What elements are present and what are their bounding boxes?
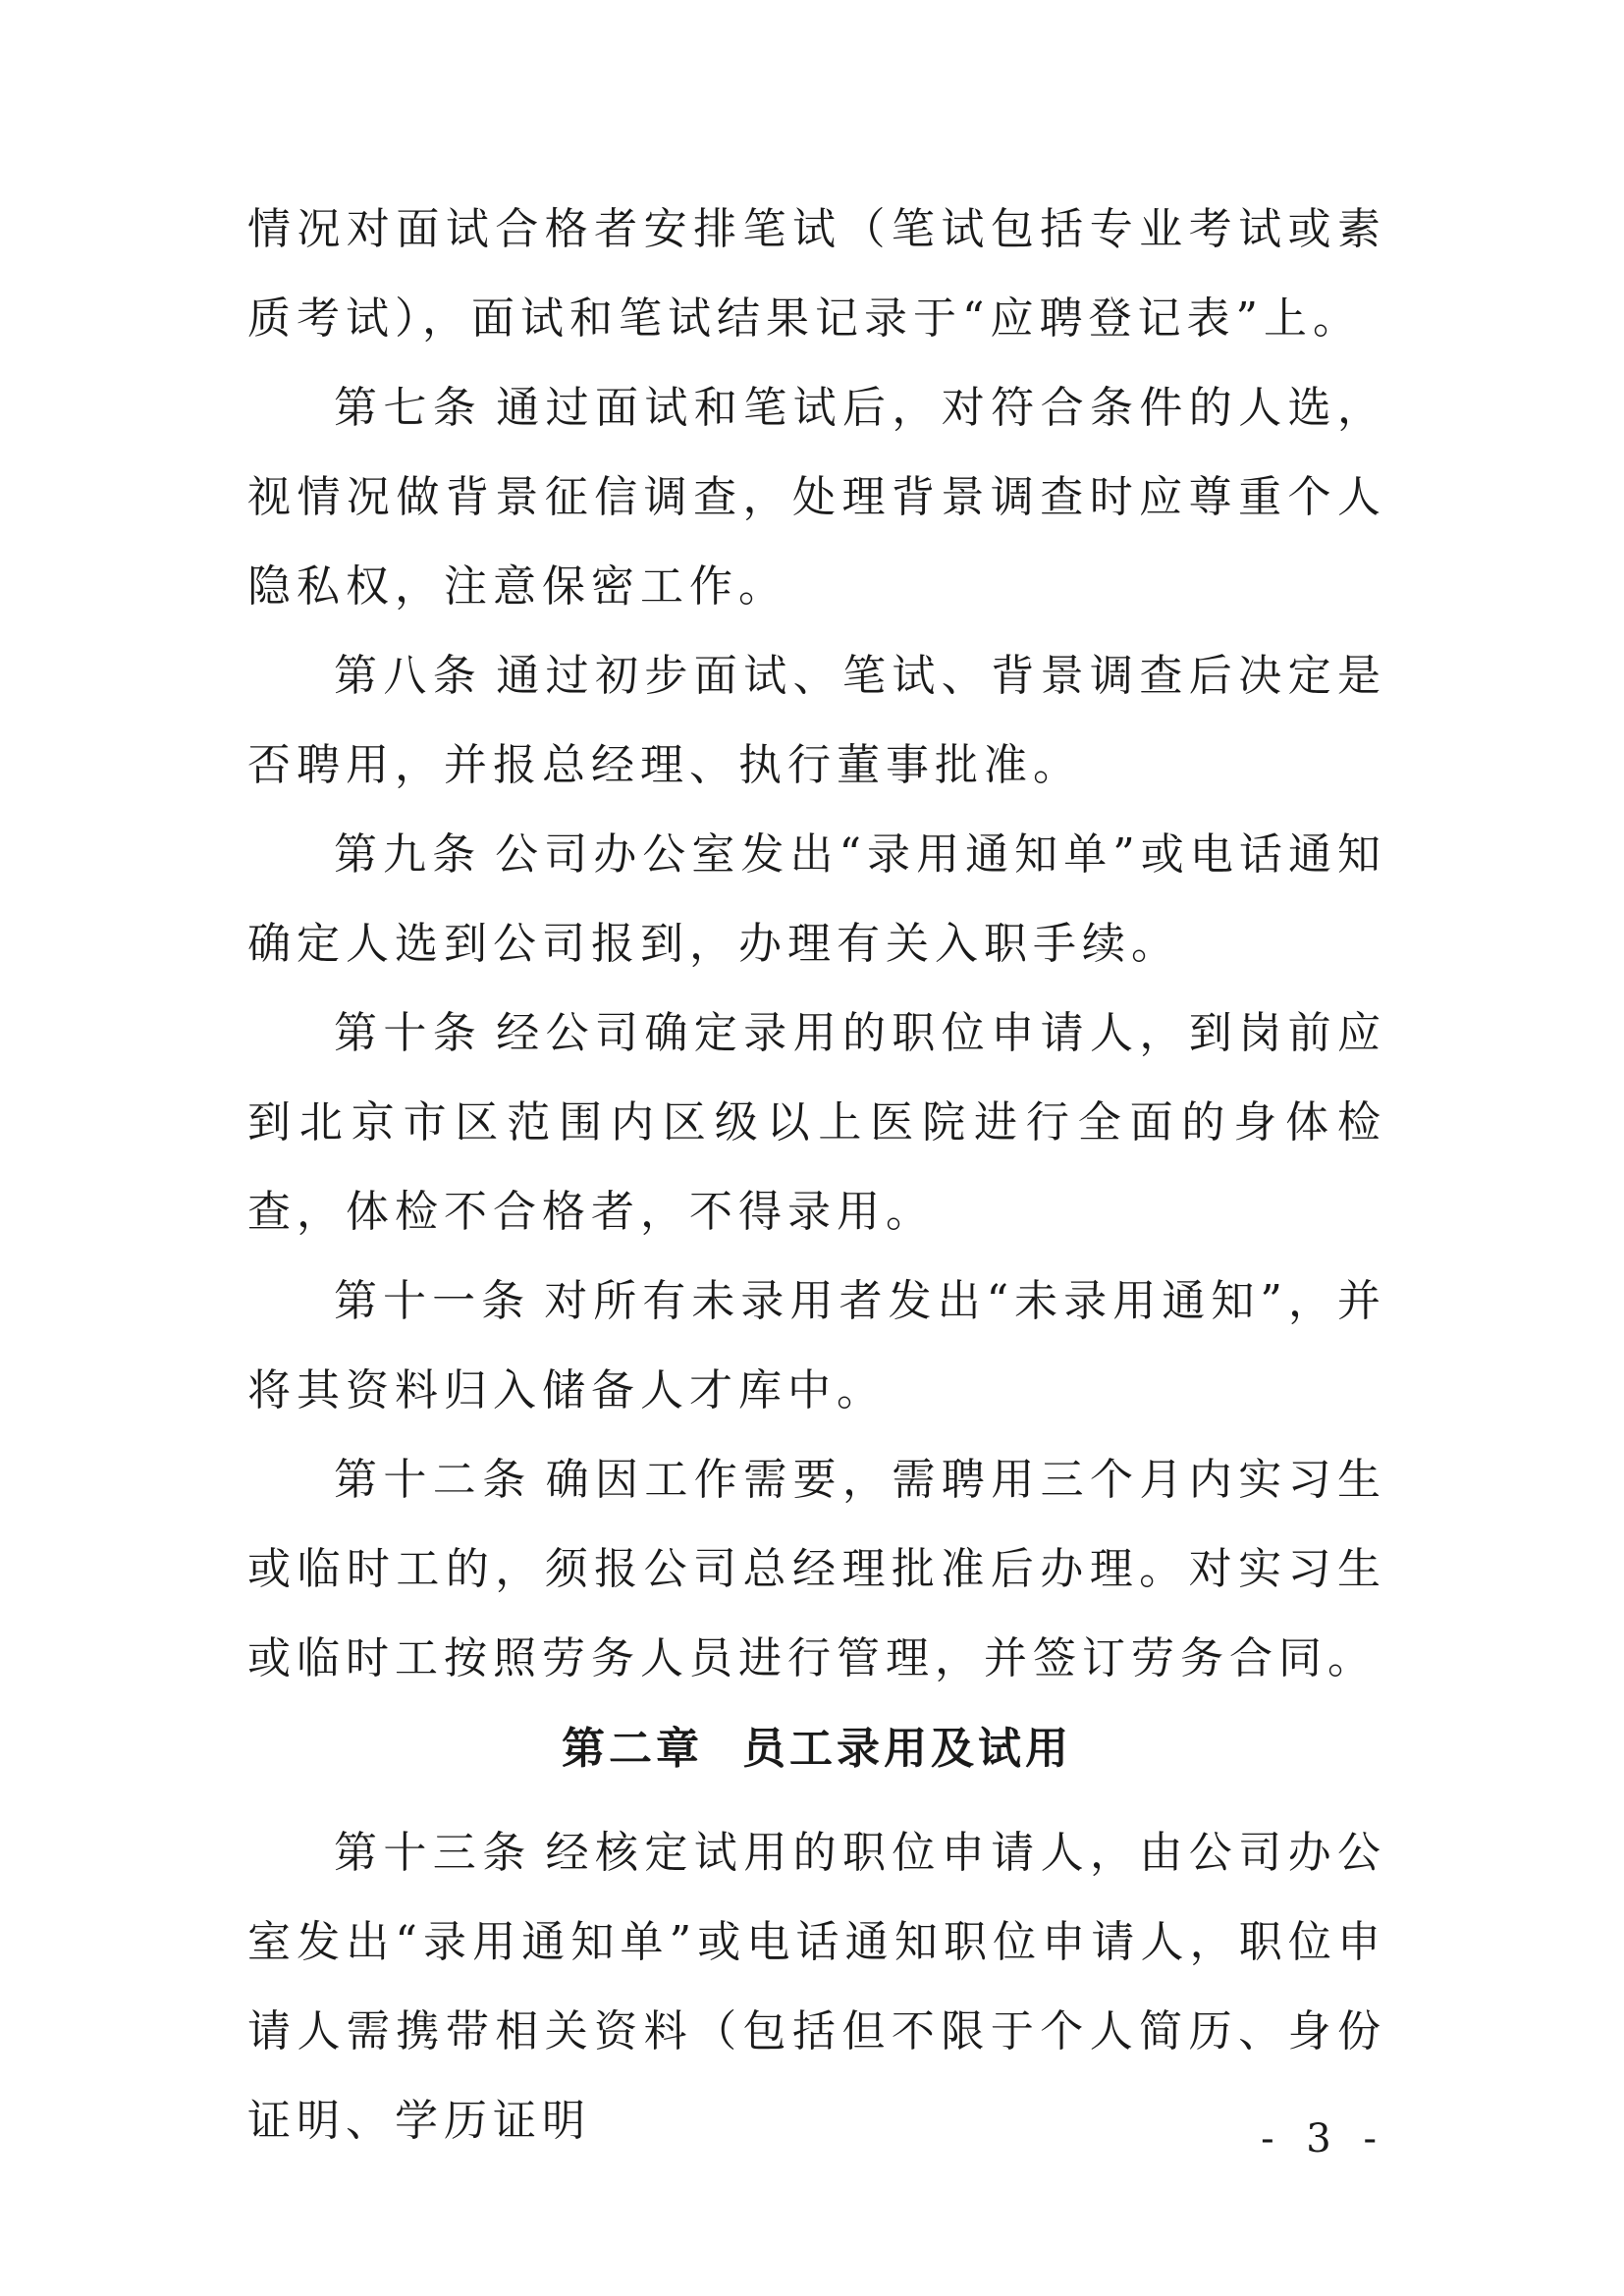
- article-12: [247, 1435, 1386, 1703]
- article-7: [247, 363, 1386, 631]
- article-13: [247, 1808, 1386, 2165]
- article-8: [247, 631, 1386, 810]
- article-text: 经公司确定录用的职位申请人，到岗前应到北京市区范围内区级以上医院进行全面的身体检查，体检不合格者，不得录用。: [247, 1008, 1387, 1237]
- article-number: 第九条: [334, 829, 482, 880]
- page-number: - 3 -: [1261, 2116, 1386, 2162]
- article-text: 经核定试用的职位申请人，由公司办公室发出“录用通知单”或电话通知职位申请人，职位申请人需携带相关资料（包括但不限于个人简历、身份证明、学历证明: [247, 1828, 1387, 2146]
- paragraph-continuation: [247, 185, 1386, 363]
- article-text: 对所有未录用者发出“未录用通知”，并将其资料归入储备人才库中。: [247, 1276, 1386, 1415]
- article-number: 第十条: [334, 1008, 483, 1058]
- article-9: [247, 810, 1386, 988]
- article-11: [247, 1256, 1386, 1435]
- article-10: [247, 988, 1386, 1256]
- article-number: 第八条: [334, 651, 483, 701]
- article-number: 第十三条: [334, 1828, 532, 1878]
- article-text: 通过初步面试、笔试、背景调查后决定是否聘用，并报总经理、执行董事批准。: [247, 651, 1387, 790]
- paragraph-text: 情况对面试合格者安排笔试（笔试包括专业考试或素质考试），面试和笔试结果记录于“应聘登记表”上。: [247, 204, 1386, 344]
- article-text: 公司办公室发出“录用通知单”或电话通知确定人选到公司报到，办理有关入职手续。: [247, 829, 1387, 969]
- article-text: 确因工作需要，需聘用三个月内实习生或临时工的，须报公司总经理批准后办理。对实习生或临时工按照劳务人员进行管理，并签订劳务合同。: [247, 1455, 1387, 1683]
- article-number: 第十二条: [334, 1455, 532, 1505]
- article-number: 第十一条: [334, 1276, 531, 1326]
- article-text: 通过面试和笔试后，对符合条件的人选，视情况做背景征信调查，处理背景调查时应尊重个人隐私权，注意保密工作。: [247, 383, 1387, 612]
- chapter-title: 员工录用及试用: [742, 1724, 1072, 1774]
- chapter-heading: [247, 1713, 1386, 1776]
- chapter-number: 第二章: [562, 1724, 703, 1774]
- article-number: 第七条: [334, 383, 483, 433]
